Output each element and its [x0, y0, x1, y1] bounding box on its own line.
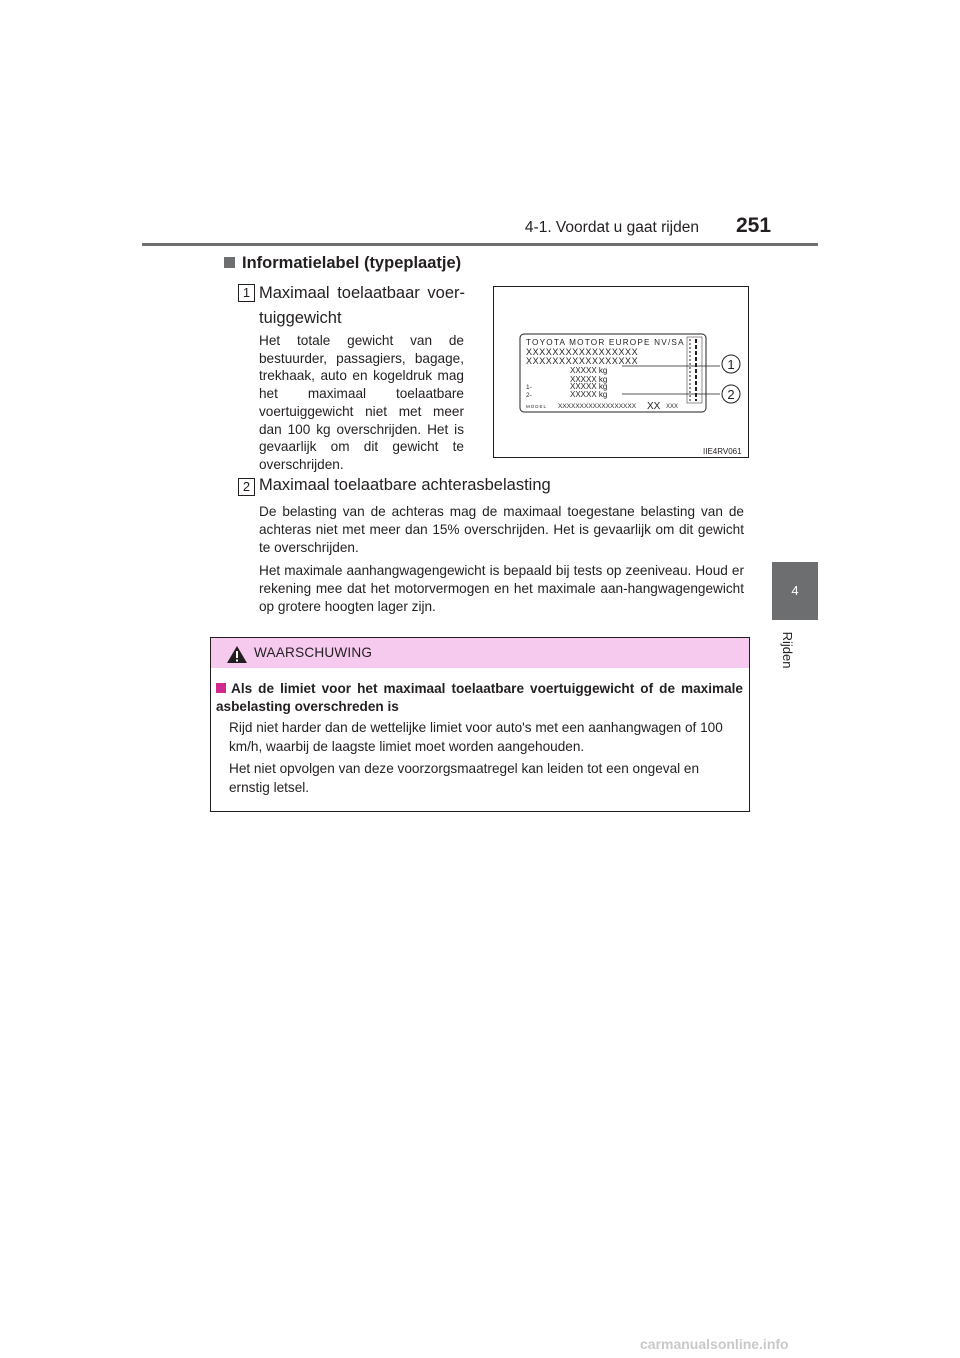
trailer-weight-paragraph: Het maximale aanhangwagengewicht is bepaald bij tests op zeeniveau. Houd er rekening mee dat het motorvermogen en het maximale aan-hangwagengewicht op grotere hoogten lager zijn. [259, 563, 744, 614]
plate-axle-1: 1- [526, 384, 532, 391]
label-illustration [493, 286, 749, 458]
page-number: 251 [736, 214, 772, 237]
warning-heading-text: Als de limiet voor het maximaal toelaatbare voertuiggewicht of de maximale asbelasting overschreden is [216, 681, 743, 714]
plate-model-suffix-2: XXX [666, 404, 679, 410]
warning-title: WAARSCHUWING [254, 645, 373, 660]
plate-line-3: XXXXXXXXXXXXXXXXX [526, 356, 639, 366]
plate-line-2: XXXXXXXXXXXXXXXXX [526, 347, 639, 357]
square-bullet-icon [224, 257, 235, 268]
warning-heading [216, 680, 743, 716]
plate-kg-row-2: XXXXX kg [570, 375, 608, 384]
header-rule [142, 243, 818, 246]
plate-kg-row-4: XXXXX kg [570, 390, 608, 399]
chapter-tab-label: Rijden [780, 631, 795, 669]
warning-paragraph-2: Het niet opvolgen van deze voorzorgsmaatregel kan leiden tot een ongeval en ernstig letsel. [229, 761, 700, 795]
plate-axle-2: 2- [526, 392, 532, 399]
vehicle-id-plate-drawing [494, 287, 748, 457]
item-1-title: Maximaal toelaatbaar voer-tuiggewicht [259, 284, 465, 327]
section-title: 4-1. Voordat u gaat rijden [524, 219, 699, 236]
callout-number-2: 2 [727, 387, 735, 402]
item-number-badge-2: 2 [238, 478, 255, 496]
callout-number-1: 1 [727, 357, 735, 372]
figure-code: IIE4RV061 [703, 447, 742, 456]
item-2-text: De belasting van de achteras mag de maximaal toegestane belasting van de achteras niet met meer dan 15% overschrijden. Het is gevaarlijk om dit gewicht te overschrijden. [259, 504, 744, 555]
warning-paragraph-1: Rijd niet harder dan de wettelijke limiet voor auto's met een aanhangwagen of 100 km/h, waarbij de laagste limiet moet worden aangehouden. [229, 720, 723, 754]
plate-maker-text: TOYOTA MOTOR EUROPE NV/SA [526, 338, 685, 347]
chapter-tab: 4 [772, 562, 818, 620]
item-number-badge-1: 1 [238, 284, 255, 302]
plate-model-value: XXXXXXXXXXXXXXXXXX [558, 403, 637, 410]
warning-triangle-icon [226, 645, 248, 664]
section-heading [224, 254, 461, 273]
item-2-title: Maximaal toelaatbare achterasbelasting [259, 476, 551, 494]
square-bullet-icon [216, 683, 226, 693]
plate-kg-row-3: XXXXX kg [570, 382, 608, 391]
item-1-text: Het totale gewicht van de bestuurder, passagiers, bagage, trekhaak, auto en kogeldruk mag het maximaal toelaatbare voertuiggewicht niet met meer dan 100 kg overschrijden. Het is gevaarlijk om dit gewicht te overschrijden. [259, 333, 464, 472]
watermark: carmanualsonline.info [640, 1336, 789, 1352]
plate-model-label: MODEL [526, 404, 548, 409]
section-heading-text: Informatielabel (typeplaatje) [242, 254, 462, 272]
plate-kg-row-1: XXXXX kg [570, 366, 608, 375]
plate-model-suffix-1: XX [647, 401, 661, 412]
